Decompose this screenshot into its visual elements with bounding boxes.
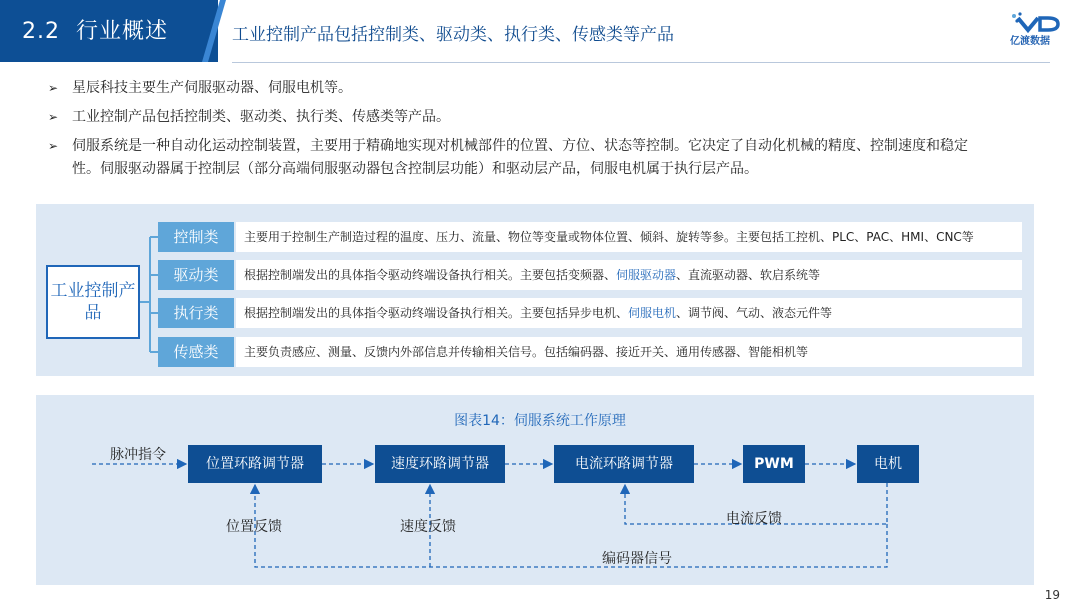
category-tag-drive: 驱动类 [158, 260, 234, 290]
arrow-bullet-icon: ➢ [48, 110, 59, 124]
speed-feedback-label: 速度反馈 [400, 519, 456, 535]
input-label: 脉冲指令 [110, 447, 166, 463]
page-number: 19 [1044, 588, 1060, 602]
root-category-box: 工业控制产品 [46, 265, 140, 339]
highlight-servo-driver: 伺服驱动器 [616, 268, 677, 282]
header-divider [232, 62, 1050, 63]
category-tag-control: 控制类 [158, 222, 234, 252]
bullet-item: ➢ 星辰科技主要生产伺服驱动器、伺服电机等。 [48, 77, 1048, 100]
category-desc-drive: 根据控制端发出的具体指令驱动终端设备执行相关。主要包括变频器、伺服驱动器、直流驱动器、软启系统等 [236, 260, 1022, 290]
brand-logo-text: 亿渡数据 [1010, 36, 1050, 47]
encoder-signal-label: 编码器信号 [602, 551, 672, 567]
bullet-list [48, 77, 1048, 187]
arrow-bullet-icon: ➢ [48, 81, 59, 95]
arrow-bullet-icon: ➢ [48, 139, 59, 153]
position-loop-block: 位置环路调节器 [188, 445, 322, 483]
current-loop-block: 电流环路调节器 [554, 445, 694, 483]
category-tag-sensor: 传感类 [158, 337, 234, 367]
section-heading: 2.2 行业概述 [22, 19, 169, 44]
pwm-block: PWM [743, 445, 805, 483]
figure-title: 图表14：伺服系统工作原理 [454, 413, 626, 429]
bullet-item: ➢ 工业控制产品包括控制类、驱动类、执行类、传感类等产品。 [48, 106, 1048, 129]
category-desc-control: 主要用于控制生产制造过程的温度、压力、流量、物位等变量或物体位置、倾斜、旋转等参。主要包括工控机、PLC、PAC、HMI、CNC等 [236, 222, 1022, 252]
motor-block: 电机 [857, 445, 919, 483]
category-desc-actuator: 根据控制端发出的具体指令驱动终端设备执行相关。主要包括异步电机、伺服电机、调节阀、气动、液态元件等 [236, 298, 1022, 328]
speed-loop-block: 速度环路调节器 [375, 445, 505, 483]
current-feedback-label: 电流反馈 [726, 511, 782, 527]
bullet-item: ➢ 伺服系统是一种自动化运动控制装置，主要用于精确地实现对机械部件的位置、方位、状态等控制。它决定了自动化机械的精度、控制速度和稳定性。伺服驱动器属于控制层（部分高端伺服驱动器包含控制层功能）和驱动层产品，伺服电机属于执行层产品。 [48, 135, 1048, 181]
category-desc-sensor: 主要负责感应、测量、反馈内外部信息并传输相关信号。包括编码器、接近开关、通用传感器、智能相机等 [236, 337, 1022, 367]
highlight-servo-motor: 伺服电机 [628, 306, 677, 320]
category-tag-actuator: 执行类 [158, 298, 234, 328]
slide-title: 工业控制产品包括控制类、驱动类、执行类、传感类等产品 [232, 25, 674, 45]
position-feedback-label: 位置反馈 [226, 519, 282, 535]
header-slant-decoration [200, 0, 230, 62]
